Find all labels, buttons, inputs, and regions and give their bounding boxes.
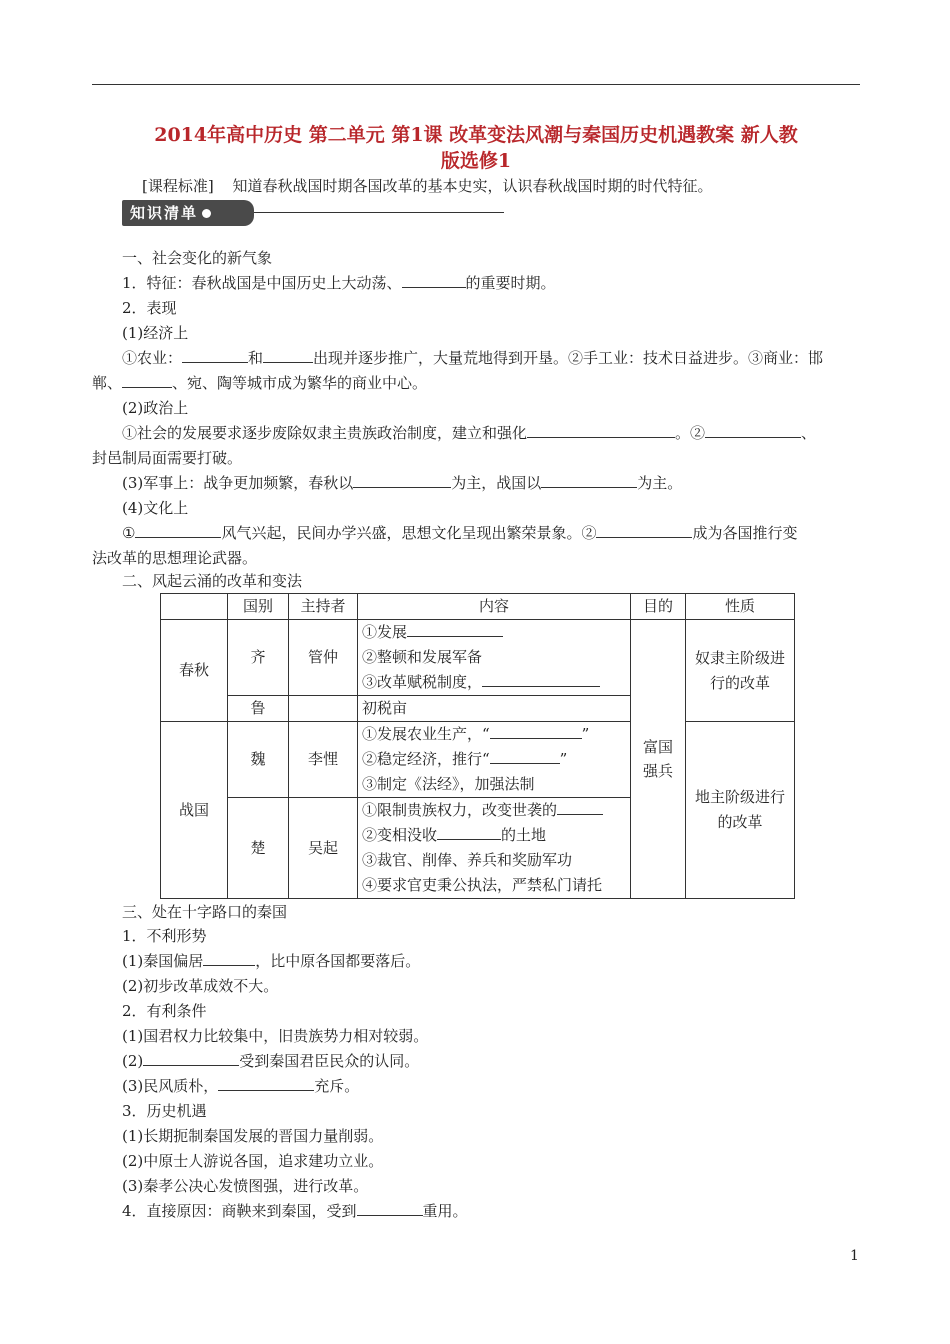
title-line-1: 2014年高中历史 第二单元 第1课 改革变法风潮与秦国历史机遇教案 新人教 [154, 124, 798, 146]
period-cell: 战国 [161, 722, 228, 899]
state-cell: 鲁 [228, 696, 289, 722]
text: (1)秦国偏居 [122, 952, 204, 970]
knowledge-list-banner [122, 200, 254, 226]
fill-blank[interactable] [402, 273, 466, 288]
course-standard-label: [课程标准] [142, 177, 214, 195]
banner-rule [254, 212, 504, 213]
fill-blank[interactable] [182, 348, 248, 363]
header-cell-empty [161, 594, 228, 620]
fill-blank[interactable] [218, 1076, 314, 1091]
s1-line-1 [122, 273, 556, 293]
fill-blank[interactable] [203, 951, 255, 966]
text: 充斥。 [314, 1077, 360, 1095]
nature-cell: 奴隶主阶级进行的改革 [686, 620, 795, 722]
header-rule [92, 84, 860, 85]
fill-blank[interactable] [263, 348, 313, 363]
table-row-wei [161, 722, 795, 798]
s1-line-4 [122, 348, 823, 368]
fill-blank[interactable] [135, 523, 221, 538]
text: 、宛、陶等城市成为繁华的商业中心。 [172, 374, 428, 392]
table-row-qi [161, 620, 795, 696]
s1-line-12: 法改革的思想理论武器。 [92, 549, 258, 567]
title-line-2: 版选修1 [440, 150, 512, 172]
text: 为主，战国以 [451, 474, 542, 492]
reform-table [160, 593, 795, 899]
content-item: ④要求官吏秉公执法，严禁私门请托 [362, 876, 603, 894]
s1-line-8: 封邑制局面需要打破。 [92, 449, 243, 467]
course-standard-text: 知道春秋战国时期各国改革的基本史实，认识春秋战国时期的时代特征。 [232, 177, 713, 195]
s3-line: (1)长期扼制秦国发展的晋国力量削弱。 [122, 1127, 384, 1145]
content-cell: 初税亩 [358, 696, 631, 722]
nature-cell: 地主阶级进行的改革 [686, 722, 795, 899]
s3-line: (2)中原士人游说各国，追求建功立业。 [122, 1152, 384, 1170]
text: ①发展 [362, 623, 408, 641]
text: ①农业： [122, 349, 183, 367]
s3-line: (1)国君权力比较集中，旧贵族势力相对较弱。 [122, 1027, 429, 1045]
header-cell: 主持者 [289, 594, 358, 620]
header-cell: 性质 [686, 594, 795, 620]
text: ③改革赋税制度， [362, 673, 483, 691]
fill-blank[interactable] [357, 1201, 423, 1216]
header-cell: 内容 [358, 594, 631, 620]
state-cell: 齐 [228, 620, 289, 696]
s1-line-3: (1)经济上 [122, 324, 189, 342]
text: ②变相没收 [362, 826, 438, 844]
s3-line [122, 1051, 419, 1071]
s3-line [122, 951, 420, 971]
section-3-heading: 三、处在十字路口的秦国 [122, 903, 288, 921]
text: (2) [122, 1052, 144, 1070]
text: 1．特征：春秋战国是中国历史上大动荡、 [122, 274, 402, 292]
content-cell [358, 798, 631, 899]
text: ① [122, 524, 136, 542]
content-cell [358, 722, 631, 798]
text: (3)民风质朴， [122, 1077, 219, 1095]
text: 和 [248, 349, 264, 367]
content-item [362, 620, 626, 645]
s1-line-11 [122, 523, 797, 543]
fill-blank[interactable] [437, 825, 501, 840]
text: 郸、 [92, 374, 123, 392]
text: 重用。 [422, 1202, 468, 1220]
leader-cell: 吴起 [289, 798, 358, 899]
text: 的重要时期。 [465, 274, 556, 292]
content-item: ③制定《法经》，加强法制 [362, 775, 535, 793]
fill-blank[interactable] [541, 473, 637, 488]
s3-line: 2．有利条件 [122, 1002, 207, 1020]
s3-line: (2)初步改革成效不大。 [122, 977, 279, 995]
document-title [92, 122, 860, 174]
text: ” [581, 725, 590, 743]
text: ②稳定经济，推行“ [362, 750, 490, 768]
course-standard [142, 176, 713, 196]
s1-line-7 [122, 423, 816, 443]
s1-line-10: (4)文化上 [122, 499, 189, 517]
fill-blank[interactable] [353, 473, 451, 488]
text: ，比中原各国都要落后。 [255, 952, 421, 970]
content-item: ③裁官、削俸、养兵和奖励军功 [362, 851, 573, 869]
s1-line-2: 2．表现 [122, 299, 177, 317]
purpose-text: 富国强兵 [642, 738, 673, 780]
content-item [362, 823, 626, 848]
s1-line-5 [92, 373, 427, 393]
page-number: 1 [850, 1248, 859, 1264]
text: 受到秦国君臣民众的认同。 [239, 1052, 420, 1070]
text: 的土地 [501, 826, 547, 844]
header-cell: 目的 [631, 594, 686, 620]
s1-line-6: (2)政治上 [122, 399, 189, 417]
content-item [362, 670, 626, 695]
header-cell: 国别 [228, 594, 289, 620]
content-item [362, 722, 626, 747]
section-1-heading: 一、社会变化的新气象 [122, 249, 273, 267]
fill-blank[interactable] [557, 800, 603, 815]
text: ” [559, 750, 568, 768]
content-item [362, 747, 626, 772]
text: 、 [801, 424, 817, 442]
content-item [362, 798, 626, 823]
section-2-heading: 二、风起云涌的改革和变法 [122, 572, 303, 590]
text: 出现并逐步推广，大量荒地得到开垦。②手工业：技术日益进步。③商业：邯 [313, 349, 824, 367]
text: 为主。 [637, 474, 683, 492]
fill-blank[interactable] [490, 749, 560, 764]
fill-blank[interactable] [596, 523, 692, 538]
text: 。② [675, 424, 706, 442]
fill-blank[interactable] [527, 423, 675, 438]
fill-blank[interactable] [122, 373, 172, 388]
fill-blank[interactable] [490, 724, 582, 739]
s1-line-9 [122, 473, 682, 493]
fill-blank[interactable] [407, 622, 503, 637]
banner-dot-icon [202, 209, 211, 218]
s3-line: (3)秦孝公决心发愤图强，进行改革。 [122, 1177, 369, 1195]
text: ①发展农业生产，“ [362, 725, 490, 743]
text: ①限制贵族权力，改变世袭的 [362, 801, 558, 819]
content-cell [358, 620, 631, 696]
leader-cell: 李悝 [289, 722, 358, 798]
text: ①社会的发展要求逐步废除奴隶主贵族政治制度，建立和强化 [122, 424, 528, 442]
fill-blank[interactable] [482, 672, 600, 687]
s3-line: 3．历史机遇 [122, 1102, 207, 1120]
text: (3)军事上：战争更加频繁，春秋以 [122, 474, 354, 492]
fill-blank[interactable] [705, 423, 801, 438]
leader-cell: 管仲 [289, 620, 358, 696]
s3-line: 1．不利形势 [122, 927, 207, 945]
fill-blank[interactable] [143, 1051, 239, 1066]
text: 4．直接原因：商鞅来到秦国，受到 [122, 1202, 357, 1220]
state-cell: 楚 [228, 798, 289, 899]
period-cell: 春秋 [161, 620, 228, 722]
purpose-cell [631, 620, 686, 899]
leader-cell-empty [289, 696, 358, 722]
table-header-row [161, 594, 795, 620]
s3-line [122, 1076, 359, 1096]
state-cell: 魏 [228, 722, 289, 798]
text: 成为各国推行变 [692, 524, 798, 542]
text: 风气兴起，民间办学兴盛，思想文化呈现出繁荣景象。② [221, 524, 597, 542]
s3-line [122, 1201, 468, 1221]
banner-label: 知识清单 [130, 204, 199, 222]
content-item: ②整顿和发展军备 [362, 648, 483, 666]
